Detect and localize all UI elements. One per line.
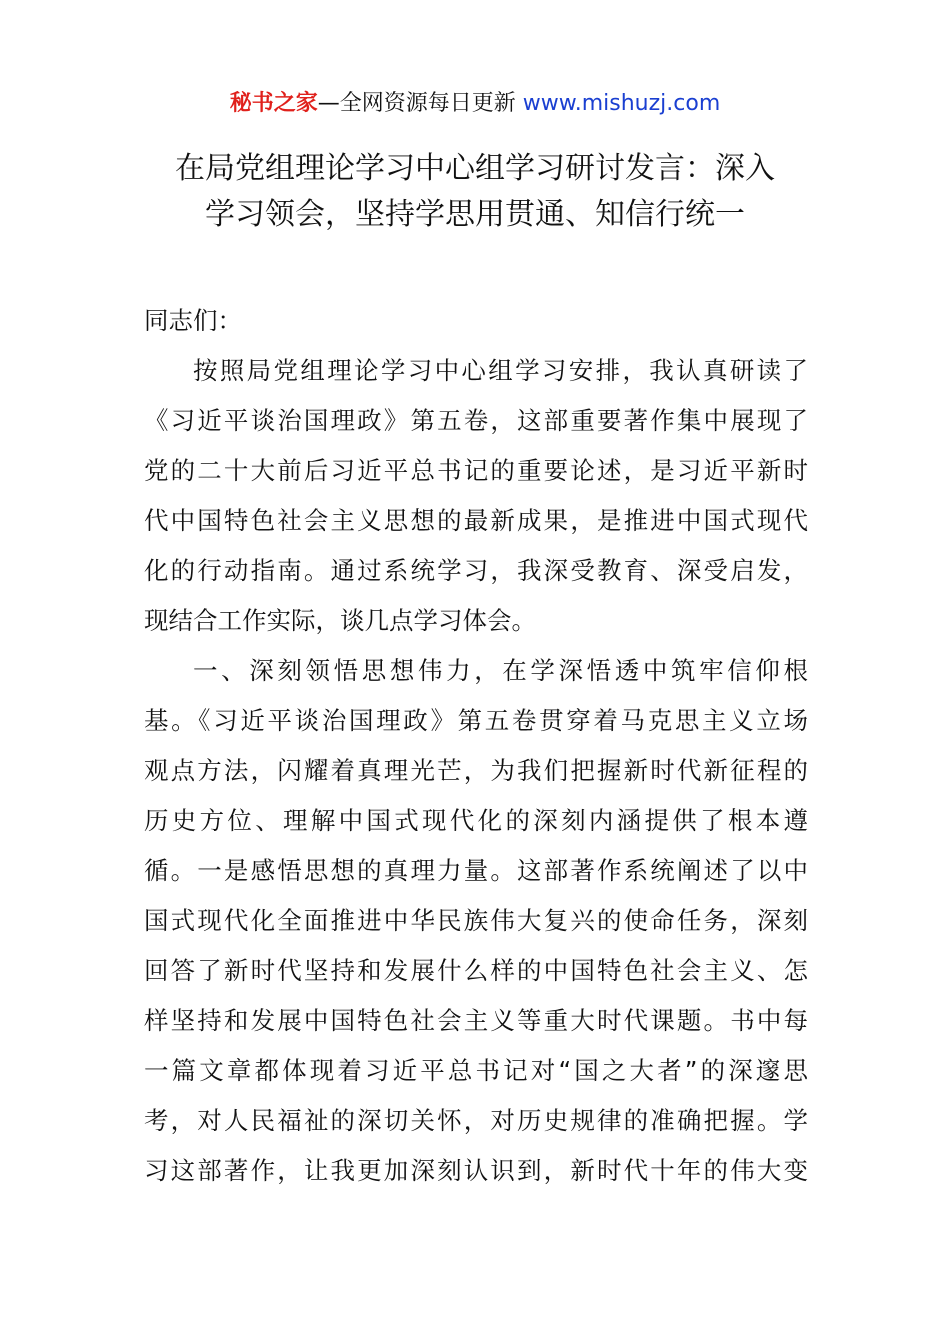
body-line: 化的行动指南。通过系统学习，我深受教育、深受启发， [144,556,808,585]
body-line: 观点方法，闪耀着真理光芒，为我们把握新时代新征程的 [144,756,808,785]
body-line: 样坚持和发展中国特色社会主义等重大时代课题。书中每 [144,1006,808,1035]
body-line: 《习近平谈治国理政》第五卷，这部重要著作集中展现了 [144,406,808,435]
site-tagline: —全网资源每日更新 [317,91,523,116]
document-title [80,146,870,238]
body-line: 考，对人民福祉的深切关怀，对历史规律的准确把握。学 [144,1106,808,1135]
body-line: 一、深刻领悟思想伟力，在学深悟透中筑牢信仰根 [193,656,808,685]
body-line: 回答了新时代坚持和发展什么样的中国特色社会主义、怎 [144,956,808,985]
body-line: 现结合工作实际，谈几点学习体会。 [144,606,536,635]
body-line: 按照局党组理论学习中心组学习安排，我认真研读了 [193,356,808,385]
body-line: 代中国特色社会主义思想的最新成果，是推进中国式现代 [144,506,808,535]
body-line: 基。《习近平谈治国理政》第五卷贯穿着马克思主义立场 [144,706,808,735]
body-line: 循。一是感悟思想的真理力量。这部著作系统阐述了以中 [144,856,808,885]
title-line: 在局党组理论学习中心组学习研讨发言：深入 [175,151,775,186]
site-url-link[interactable]: www.mishuzj.com [522,91,721,116]
salutation: 同志们： [144,306,242,335]
body-line: 党的二十大前后习近平总书记的重要论述，是习近平新时 [144,456,808,485]
title-line: 学习领会，坚持学思用贯通、知信行统一 [205,197,745,232]
body-line: 国式现代化全面推进中华民族伟大复兴的使命任务，深刻 [144,906,808,935]
body-line: 一篇文章都体现着习近平总书记对“国之大者”的深邃思 [144,1056,808,1085]
site-brand: 秘书之家 [229,91,318,116]
body-line: 历史方位、理解中国式现代化的深刻内涵提供了根本遵 [144,806,808,835]
document-body [144,296,808,1196]
body-line: 习这部著作，让我更加深刻认识到，新时代十年的伟大变 [144,1156,808,1185]
site-header [0,88,950,120]
